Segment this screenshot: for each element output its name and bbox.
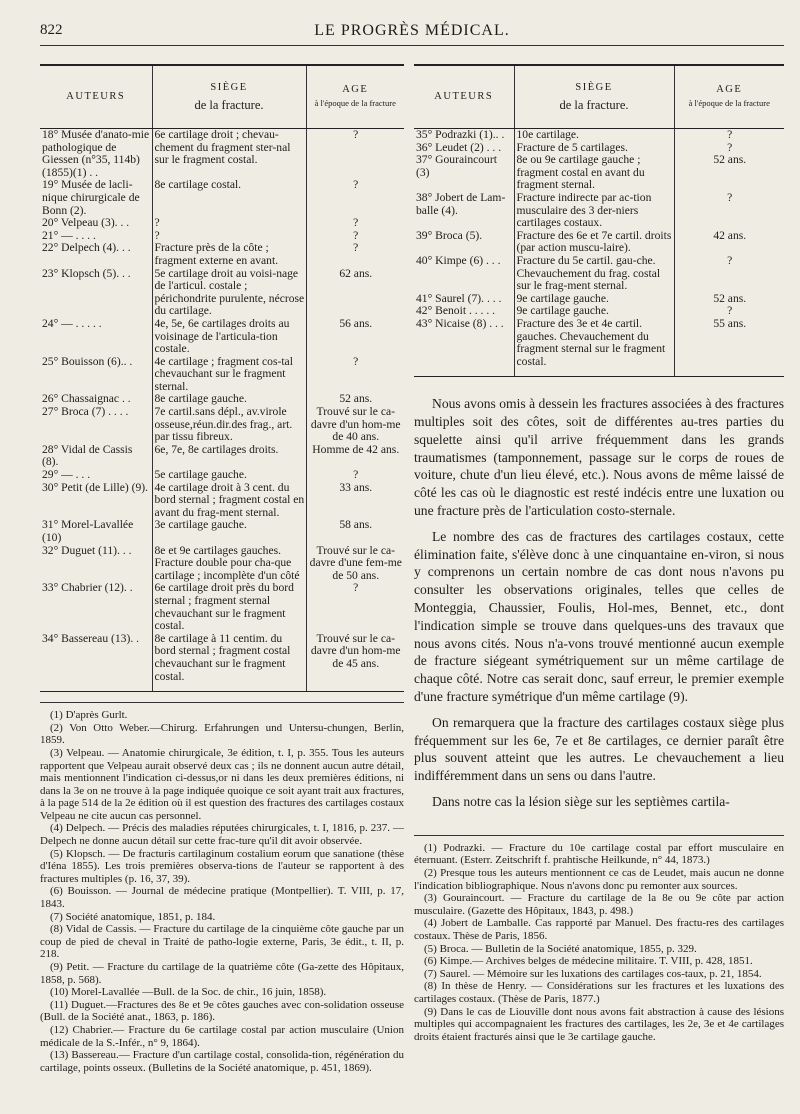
age-cell: Trouvé sur le ca-davre d'une fem-me de 50 ans. [309, 543, 402, 582]
age-cell: 56 ans. [339, 316, 373, 330]
author-cell: 27° Broca (7) . . . . [42, 405, 129, 419]
author-cell: 20° Velpeau (3). . . [42, 216, 130, 230]
table-row [40, 268, 404, 318]
footnote: (4) Jobert de Lamballe. Cas rapporté par Manuel. Des fractu-res des cartilages costaux. Thèse de Paris, 1856. [414, 917, 784, 942]
body-paragraph: Dans notre cas la lésion siège sur les septièmes cartila- [432, 794, 730, 810]
site-cell: 3e cartilage gauche. [152, 519, 306, 544]
age-cell: 58 ans. [339, 518, 373, 532]
article-body [414, 395, 784, 811]
footnote: (9) Petit. — Fracture du cartilage de la quatrième côte (Ga-zette des Hôpitaux, 1858, p. 568). [40, 961, 404, 986]
table-row [40, 318, 404, 356]
site-cell: Fracture du 5e cartil. gau-che. Chevauchement du frag. costal sur le frag-ment sternal. [514, 255, 674, 293]
table-row [40, 406, 404, 444]
table-row [40, 444, 404, 469]
footnote: (8) Vidal de Cassis. — Fracture du cartilage de la cinquième côte gauche par un coup de pied de cheval in Traité de patho-logie externe, Paris, 3e édit., t. II, p. 218. [40, 923, 404, 961]
authors-header: AUTEURS [414, 65, 514, 129]
left-fracture-table [40, 64, 404, 692]
table-row [40, 217, 404, 230]
author-cell: 29° — . . . [42, 468, 91, 482]
age-cell: ? [727, 253, 733, 267]
site-cell: Fracture de 5 cartilages. [514, 142, 674, 155]
site-cell: 8e cartilage gauche. [152, 393, 306, 406]
table-row [40, 179, 404, 217]
table-bottom-rule [414, 368, 784, 377]
author-cell: 28° Vidal de Cassis (8). [42, 442, 133, 469]
age-cell: Trouvé sur le ca-davre d'un hom-me de 45 ans. [310, 631, 401, 670]
site-cell: 7e cartil.sans dépl., av.virole osseuse,réun.dir.des frag., art. par tissu fibreux. [152, 406, 306, 444]
author-cell: 25° Bouisson (6).. . [42, 354, 133, 368]
footnote: (10) Morel-Lavallée —Bull. de la Soc. de chir., 16 juin, 1858). [50, 986, 327, 999]
site-cell: 6e cartilage droit ; chevau-chement du fragment ster-nal sur le fragment costal. [152, 129, 306, 180]
age-cell: ? [727, 304, 733, 318]
site-cell: 4e cartilage droit à 3 cent. du bord sternal ; fragment costal en avant du frag-ment sternal. [152, 482, 306, 520]
age-cell: ? [727, 128, 733, 141]
site-cell: 6e, 7e, 8e cartilages droits. [152, 444, 306, 469]
table-row [414, 129, 784, 142]
body-paragraph: Nous avons omis à dessein les fractures associées à des fractures multiples soit des côtes, soit de différentes au-tres parties du squelette ainsi qu'il arrive fréquemment dans les grands traumatismes (tamponnement, passage sur le corps de roues de voiture, chute d'un lieu élevé, etc.). Nous avons de même laissé de côté les cas où le diagnostic est resté indécis entre une luxation ou une fracture près de l'articulation costo-sternale. [414, 396, 784, 519]
site-cell: 6e cartilage droit près du bord sternal ; fragment sternal chevauchant sur le fragment costal. [152, 582, 306, 632]
table-bottom-rule [40, 683, 404, 692]
site-cell: Fracture des 6e et 7e cartil. droits (par action muscu-laire). [514, 230, 674, 255]
site-cell: 9e cartilage gauche. [514, 293, 674, 306]
age-cell: ? [353, 128, 359, 141]
author-cell: 21° — . . . . [42, 228, 96, 242]
author-cell: 34° Bassereau (13). . [42, 631, 140, 645]
site-cell: Fracture près de la côte ; fragment externe en avant. [152, 242, 306, 267]
table-row [414, 318, 784, 368]
author-cell: 26° Chassaignac . . [42, 392, 131, 406]
body-paragraph: On remarquera que la fracture des cartilages costaux siège plus fréquemment sur les 6e, 7e et 8e cartilages, ce dernier paraît être plus souvent atteint que les autres. Le chevauchement a lieu indifféremment dans un sens ou dans l'autre. [414, 714, 784, 784]
table-row [414, 192, 784, 230]
age-cell: Trouvé sur le ca-davre d'un hom-me de 40 ans. [310, 405, 401, 444]
footnote: (5) Klopsch. — De fracturis cartilaginum costalium eorum que sanatione (thèse d'Iéna 1855). Les trois premières observa-tions de l'auteur se rapportent à des fractures multiples (p. 16, 37, 39). [40, 847, 404, 885]
age-cell: 52 ans. [339, 392, 373, 406]
age-cell: 42 ans. [713, 228, 747, 242]
table-row [40, 356, 404, 394]
age-cell: ? [353, 468, 359, 482]
footnote: (13) Bassereau.— Fracture d'un cartilage costal, consolida-tion, régénération du cartilage, points osseux. (Bulletins de la Société anatomique, p. 451, 1869). [40, 1049, 404, 1074]
table-row [40, 519, 404, 544]
footnote: (1) D'après Gurlt. [50, 709, 128, 722]
age-cell: ? [353, 178, 359, 192]
author-cell: 33° Chabrier (12). . [42, 581, 133, 595]
table-row [40, 582, 404, 632]
table-row [40, 129, 404, 180]
table-row [40, 633, 404, 683]
footnote: (6) Bouisson. — Journal de médecine pratique (Montpellier). T. VIII, p. 17, 1843. [40, 885, 404, 911]
running-title: LE PROGRÈS MÉDICAL. [314, 22, 510, 39]
age-cell: ? [727, 190, 733, 204]
site-header: SIÈGE de la fracture. [152, 65, 306, 129]
site-cell: ? [152, 217, 306, 230]
right-fracture-table [414, 64, 784, 377]
age-cell: ? [353, 228, 359, 242]
site-cell: 8e ou 9e cartilage gauche ; fragment costal en avant du fragment sternal. [514, 154, 674, 192]
age-cell: ? [353, 241, 359, 255]
footnote: (3) Velpeau. — Anatomie chirurgicale, 3e édition, t. I, p. 355. Tous les auteurs rapportent que Velpeau aurait observé deux cas ; ils ne donnent aucun autre détail, mais mentionnent l'indication ci-dessus,or ni dans les deux premières éditions, ni dans la 3e on ne trouve à la page indiquée quoique ce soit ayant trait aux fractures, à la page 514 de la 2e édition où il est question des fractures des cartilages costaux Velpeau ne cite aucun cas personnel. [40, 746, 404, 822]
table-row [414, 255, 784, 293]
footnote: (2) Presque tous les auteurs mentionnent ce cas de Leudet, mais aucun ne donne l'indication bibliographique. Nous n'avons donc pu remonter aux sources. [414, 867, 784, 892]
age-cell: 52 ans. [713, 291, 747, 305]
left-footnotes [40, 702, 404, 1074]
author-cell: 36° Leudet (2) . . . [416, 140, 502, 154]
author-cell: 22° Delpech (4). . . [42, 241, 131, 255]
page-number: 822 [40, 22, 63, 38]
page-header [40, 22, 784, 42]
site-cell: Fracture des 3e et 4e cartil. gauches. Chevauchement du fragment sternal sur le fragment costal. [514, 318, 674, 368]
site-cell: Fracture indirecte par ac-tion musculaire des 3 der-niers cartilages costaux. [514, 192, 674, 230]
footnote: (11) Duguet.—Fractures des 8e et 9e côtes gauches avec con-solidation osseuse (Bull. de la Société anat., 1863, p. 186). [40, 998, 404, 1024]
site-cell: 4e, 5e, 6e cartilages droits au voisinage de l'articula-tion costale. [152, 318, 306, 356]
age-cell: ? [353, 216, 359, 230]
author-cell: 43° Nicaise (8) . . . [416, 316, 504, 330]
age-cell: Homme de 42 ans. [312, 442, 400, 456]
table-row [40, 545, 404, 583]
site-cell: 8e cartilage costal. [152, 179, 306, 217]
author-cell: 39° Broca (5). [416, 228, 483, 242]
table-row [40, 242, 404, 267]
header-rule [40, 45, 784, 46]
age-header: AGE à l'époque de la fracture [306, 65, 404, 129]
age-cell: ? [353, 581, 359, 595]
author-cell: 31° Morel-Lavallée (10) [42, 518, 134, 544]
footnote: (9) Dans le cas de Liouville dont nous avons fait abstraction à cause des lésions multiples qui accompagnaient les fractures des cartilages, les 2e, 3e et 4e cartilages droits étaient fracturés ainsi que le 3e cartilage gauche. [414, 1005, 784, 1043]
right-column [414, 64, 784, 1043]
site-cell: ? [152, 230, 306, 243]
author-cell: 35° Podrazki (1).. . [416, 128, 505, 141]
table-row [40, 469, 404, 482]
footnote: (8) In thèse de Henry. — Considérations sur les fractures et les luxations des cartilages costaux. (Thèse de Paris, 1877.) [414, 980, 784, 1005]
site-cell: 10e cartilage. [514, 129, 674, 142]
age-cell: 33 ans. [339, 480, 373, 494]
table-row [40, 482, 404, 520]
table-row [414, 230, 784, 255]
authors-header: AUTEURS [40, 65, 152, 129]
left-column [40, 64, 404, 1074]
author-cell: 41° Saurel (7). . . . [416, 291, 502, 305]
site-header: SIÈGE de la fracture. [514, 65, 674, 129]
table-row [414, 154, 784, 192]
author-cell: 37° Gouraincourt (3) [416, 153, 497, 179]
author-cell: 40° Kimpe (6) . . . [416, 253, 501, 267]
age-cell: ? [727, 140, 733, 154]
age-cell: ? [353, 354, 359, 368]
site-cell: 5e cartilage droit au voisi-nage de l'articul. costale ; périchondrite purulente, nécrose du cartilage. [152, 268, 306, 318]
footnote: (1) Podrazki. — Fracture du 10e cartilage costal par effort musculaire en éternuant. (Esterr. Zeitschrift f. prahtische Heilkunde, n° 44, 1873.) [414, 841, 784, 867]
age-cell: 55 ans. [713, 316, 747, 330]
author-cell: 18° Musée d'anato-mie pathologique de Giessen (n°35, 114b) (1855)(1) . . [42, 128, 150, 179]
site-cell: 4e cartilage ; fragment cos-tal chevauchant sur le fragment sternal. [152, 356, 306, 394]
right-footnotes [414, 835, 784, 1044]
site-cell: 5e cartilage gauche. [152, 469, 306, 482]
author-cell: 38° Jobert de Lam-balle (4). [416, 190, 506, 217]
author-cell: 30° Petit (de Lille) (9). [42, 480, 149, 494]
footnote: (4) Delpech. — Précis des maladies réputées chirurgicales, t. I, 1816, p. 237. — Delpech ne donne aucun détail sur cette frac-ture qu'il dit avoir observée. [40, 822, 404, 848]
author-cell: 24° — . . . . . [42, 316, 102, 330]
author-cell: 32° Duguet (11). . . [42, 543, 132, 557]
age-header: AGE à l'époque de la fracture [674, 65, 784, 129]
age-cell: 52 ans. [713, 153, 747, 167]
site-cell: 9e cartilage gauche. [514, 305, 674, 318]
author-cell: 23° Klopsch (5). . . [42, 266, 131, 280]
site-cell: 8e cartilage à 11 centim. du bord sternal ; fragment costal chevauchant sur le fragment costal. [152, 633, 306, 683]
body-paragraph: Le nombre des cas de fractures des cartilages costaux, cette élimination faite, s'élève donc à une cinquantaine en-viron, si nous y comprenons un certain nombre de cas dont nous n'avons pu consulter les observations originales, telles que celles de Monteggia, Chaussier, Foulis, Hol-mes, Bennet, etc., dont l'indication simple se trouve dans quelques-uns des travaux que nous avons cités. Nous n'a-vons trouvé mentionné aucun exemple de fracture siégeant symétriquement sur un même cartilage de chaque côté. Notre cas serait donc, sauf erreur, le premier exemple d'une fracture symétrique d'un même cartilage (9). [414, 528, 784, 705]
author-cell: 42° Benoit . . . . . [416, 304, 496, 318]
footnote: (7) Saurel. — Mémoire sur les luxations des cartilages cos-taux, p. 21, 1854. [424, 967, 762, 980]
age-cell: 62 ans. [339, 266, 373, 280]
footnote: (6) Kimpe.— Archives belges de médecine militaire. T. VIII, p. 428, 1851. [424, 955, 753, 968]
footnote: (5) Broca. — Bulletin de la Société anatomique, 1855, p. 329. [424, 942, 697, 955]
footnote: (7) Société anatomique, 1851, p. 184. [50, 910, 216, 923]
footnote: (3) Gouraincourt. — Fracture du cartilage de la 8e ou 9e côte par action musculaire. (Gazette des Hôpitaux, 1843, p. 498.) [414, 892, 784, 917]
footnote: (12) Chabrier.— Fracture du 6e cartilage costal par action musculaire (Union médicale de la S.-Infér., n° 9, 1864). [40, 1023, 404, 1049]
footnote: (2) Von Otto Weber.—Chirurg. Erfahrungen und Untersu-chungen, Berlin, 1859. [40, 721, 404, 747]
author-cell: 19° Musée de lacli-nique chirurgicale de Bonn (2). [42, 178, 140, 217]
site-cell: 8e et 9e cartilages gauches. Fracture double pour cha-que cartilage ; incomplète d'un côté [152, 545, 306, 583]
